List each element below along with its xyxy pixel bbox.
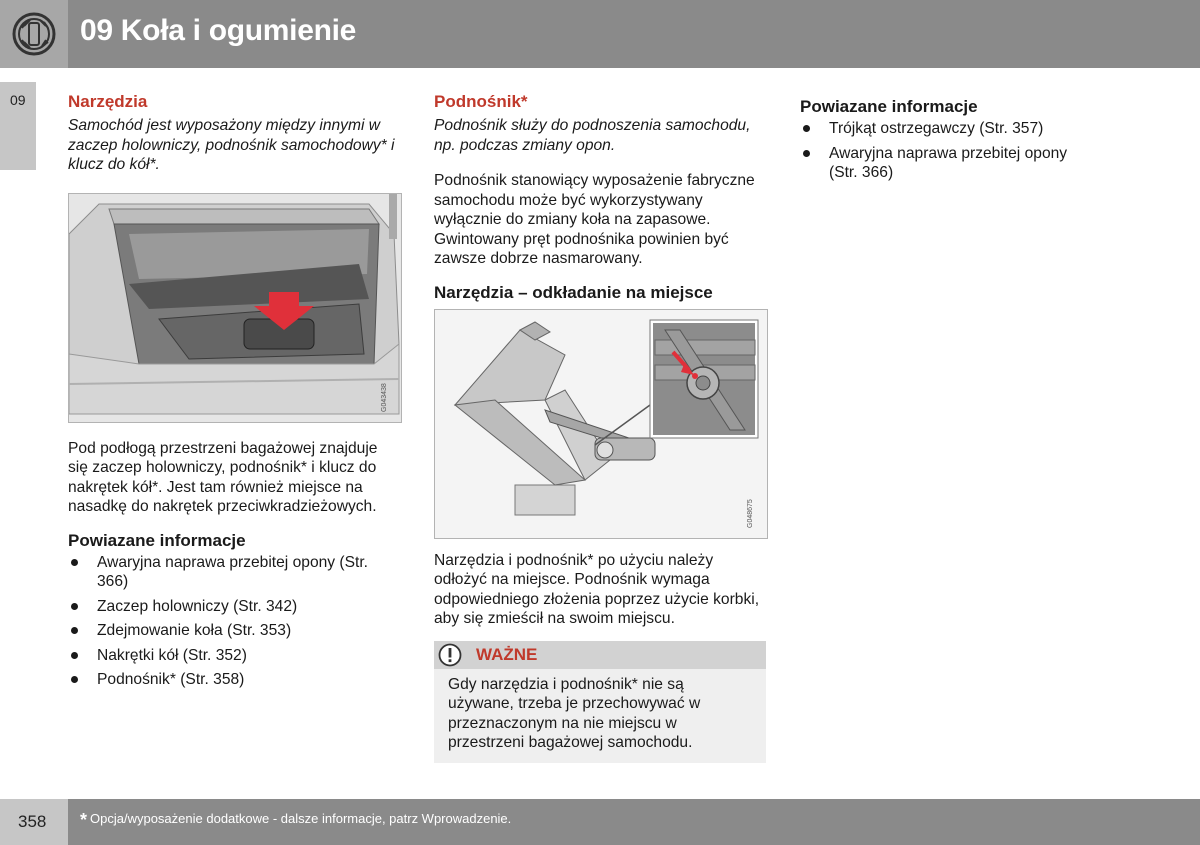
section-title-tools: Narzędzia	[68, 92, 148, 111]
jack-figure	[434, 309, 768, 539]
column-jack	[434, 92, 768, 763]
related-link[interactable]: Awaryjna naprawa przebitej opony (Str. 366)	[800, 144, 1100, 183]
wheel-tire-icon	[12, 12, 56, 56]
related-link[interactable]: Zaczep holowniczy (Str. 342)	[68, 597, 398, 617]
figure-code: G043438	[381, 382, 388, 412]
trunk-illustration	[69, 194, 401, 422]
section-title-jack: Podnośnik*	[434, 92, 528, 111]
footnote-star: *	[80, 810, 88, 830]
page-number: 358	[18, 812, 47, 831]
related-link[interactable]: Awaryjna naprawa przebitej opony (Str. 366)	[68, 553, 398, 592]
jack-lead: Podnośnik służy do podnoszenia samochodu, np. podczas zmiany opon.	[434, 117, 751, 154]
related-list-1	[68, 553, 398, 690]
storage-body: Narzędzia i podnośnik* po użyciu należy odłożyć na miejsce. Podnośnik wymaga odpowiedniego złożenia poprzez użycie korbki, aby się zmieścił na swoim miejscu.	[434, 551, 760, 627]
warning-title: WAŻNE	[476, 644, 538, 664]
chapter-side-tab-label: 09	[10, 92, 26, 108]
related-link[interactable]: Zdejmowanie koła (Str. 353)	[68, 621, 398, 641]
jack-illustration	[435, 310, 767, 538]
chapter-title: 09 Koła i ogumienie	[80, 14, 357, 47]
trunk-figure	[68, 193, 402, 423]
related-list-2	[800, 119, 1100, 183]
warning-header	[434, 641, 766, 669]
related-link[interactable]: Podnośnik* (Str. 358)	[68, 670, 398, 690]
footnote-text: Opcja/wyposażenie dodatkowe - dalsze informacje, patrz Wprowadzenie.	[90, 811, 512, 826]
warning-exclamation-icon	[438, 643, 462, 667]
jack-body: Podnośnik stanowiący wyposażenie fabryczne samochodu może być wykorzystywany wyłącznie do zmiany koła na zapasowe. Gwintowany pręt podnośnika powinien być zawsze dobrze nasmarowany.	[434, 172, 755, 267]
warning-text: Gdy narzędzia i podnośnik* nie są używane, trzeba je przechowywać w przeznaczonym na nie miejscu w przestrzeni bagażowej samochodu.	[448, 675, 701, 751]
footnote	[80, 810, 511, 831]
column-tools	[68, 92, 398, 695]
warning-box	[434, 641, 766, 763]
tools-body: Pod podłogą przestrzeni bagażowej znajduje się zaczep holowniczy, podnośnik* i klucz do nakrętek kół*. Jest tam również miejsce na nasadkę do nakrętek przeciwkradzieżowych.	[68, 439, 378, 515]
subsection-title-storage: Narzędzia – odkładanie na miejsce	[434, 282, 713, 302]
related-title-2: Powiazane informacje	[800, 97, 978, 116]
column-related	[800, 92, 1100, 188]
figure-code: G048675	[747, 498, 754, 528]
related-link[interactable]: Trójkąt ostrzegawczy (Str. 357)	[800, 119, 1100, 139]
related-link[interactable]: Nakrętki kół (Str. 352)	[68, 646, 398, 666]
related-title-1: Powiazane informacje	[68, 530, 246, 550]
chapter-icon-box	[0, 0, 68, 68]
tools-lead: Samochód jest wyposażony między innymi w zaczep holowniczy, podnośnik samochodowy* i klucz do kół*.	[68, 117, 395, 173]
